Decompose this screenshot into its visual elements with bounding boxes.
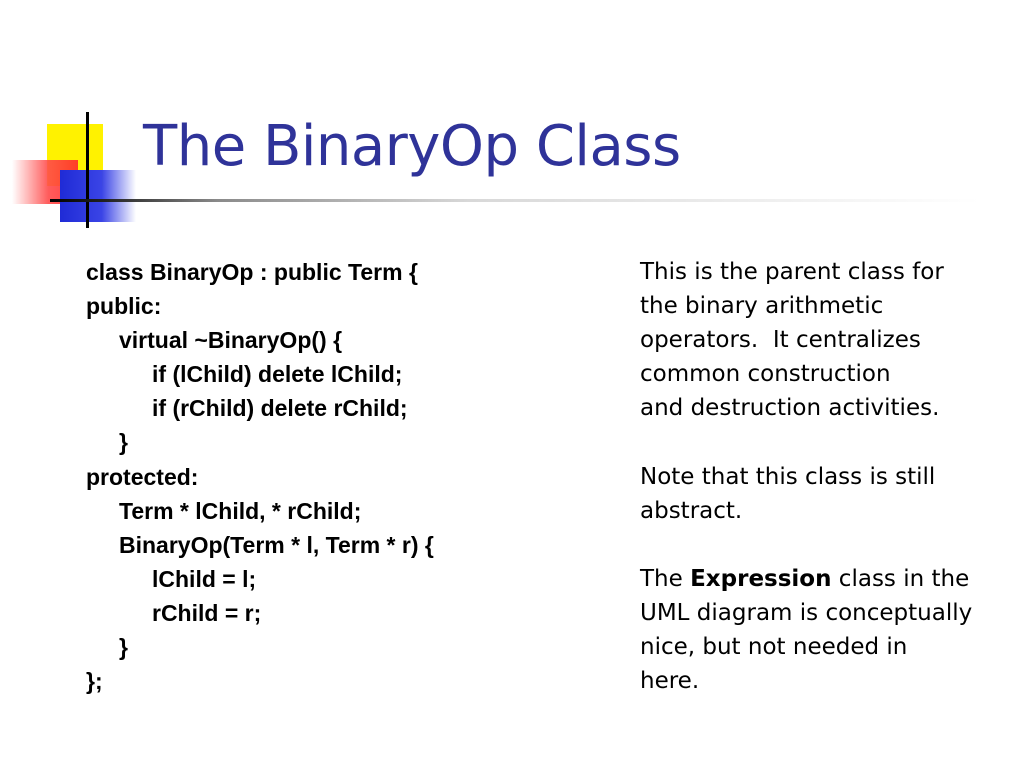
notes-text	[640, 255, 1015, 698]
code-line: rChild = r;	[152, 599, 262, 626]
note-line: UML diagram is conceptually	[640, 599, 973, 626]
vertical-rule	[86, 112, 89, 228]
expression-term: Expression	[690, 565, 832, 592]
code-line: public:	[86, 293, 162, 320]
note-line: Note that this class is still	[640, 463, 936, 490]
code-line: Term * lChild, * rChild;	[119, 497, 362, 524]
code-line: if (lChild) delete lChild;	[152, 361, 403, 388]
code-line: }	[119, 429, 128, 456]
code-line: };	[86, 668, 103, 695]
note-line: nice, but not needed in	[640, 634, 908, 661]
blue-square-decoration	[60, 170, 136, 222]
code-line: class BinaryOp : public Term {	[86, 259, 418, 285]
code-line: lChild = l;	[152, 565, 257, 592]
paragraph-spacer	[640, 425, 1015, 459]
note-line	[640, 562, 1015, 596]
note-line: common construction	[640, 361, 891, 388]
note-line: operators. It centralizes	[640, 327, 921, 354]
note-text: class in the	[831, 565, 970, 592]
code-block	[86, 255, 606, 698]
note-line: This is the parent class for	[640, 259, 944, 285]
note-line: here.	[640, 668, 700, 695]
note-line: and destruction activities.	[640, 395, 940, 422]
code-line: }	[119, 634, 128, 661]
code-line: virtual ~BinaryOp() {	[119, 327, 343, 354]
note-text: The	[640, 565, 691, 592]
code-line: BinaryOp(Term * l, Term * r) {	[119, 531, 434, 558]
slide-title: The BinaryOp Class	[143, 114, 681, 179]
paragraph-spacer	[640, 528, 1015, 562]
note-line: abstract.	[640, 497, 743, 524]
note-line: the binary arithmetic	[640, 293, 884, 320]
title-underline-rule	[50, 199, 980, 202]
code-line: protected:	[86, 463, 199, 490]
code-line: if (rChild) delete rChild;	[152, 395, 408, 422]
